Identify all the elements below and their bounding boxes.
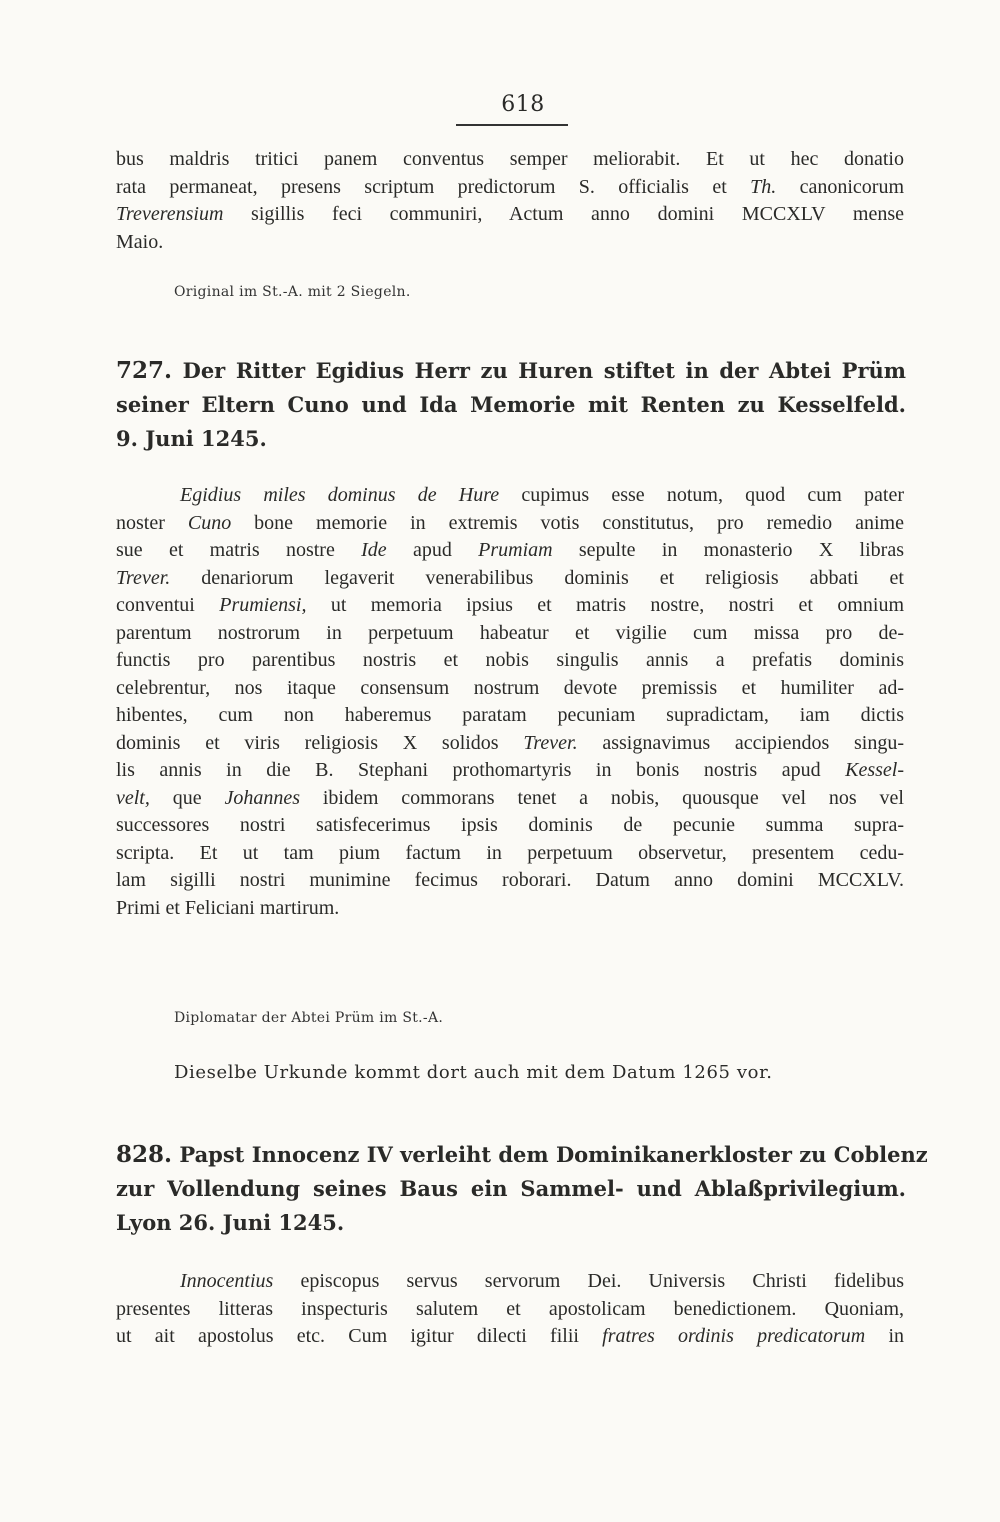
text-line: scripta. Et ut tam pium factum in perpetuum observetur, presentem cedu- xyxy=(116,841,904,864)
page-number-rule xyxy=(456,124,568,126)
text-line: velt, que Johannes ibidem commorans tenet a nobis, quousque vel nos vel xyxy=(116,786,904,809)
text-line: Egidius miles dominus de Hure cupimus esse notum, quod cum pater xyxy=(180,484,904,506)
document-date: 9. Juni 1245. xyxy=(116,426,267,451)
text-line: rata permaneat, presens scriptum predictorum S. officialis et Th. canonicorum xyxy=(116,175,904,198)
text-line: bus maldris tritici panem conventus semper meliorabit. Et ut hec donatio xyxy=(116,148,904,170)
text-line: celebrentur, nos itaque consensum nostrum devote premissis et humiliter ad- xyxy=(116,676,904,699)
source-note-diplomatar: Diplomatar der Abtei Prüm im St.-A. xyxy=(174,1010,444,1026)
text-line: successores nostri satisfecerimus ipsis dominis de pecunie summa supra- xyxy=(116,814,904,836)
heading-line: 727. Der Ritter Egidius Herr zu Huren stiftet in der Abtei Prüm xyxy=(116,357,906,384)
text-line: Maio. xyxy=(116,230,164,253)
text-line: ut ait apostolus etc. Cum igitur dilecti filii fratres ordinis predicatorum in xyxy=(116,1325,905,1347)
document-heading-727 xyxy=(116,354,906,456)
text-line: lam sigilli nostri munimine fecimus roborari. Datum anno domini MCCXLV. xyxy=(116,869,904,891)
text-line: Innocentius episcopus servus servorum Dei. Universis Christi fidelibus xyxy=(180,1270,904,1292)
heading-line: zur Vollendung seines Baus ein Sammel- und Ablaßprivilegium. xyxy=(116,1176,906,1201)
document-heading-828 xyxy=(116,1138,928,1240)
text-line: Trever. denariorum legaverit venerabilibus dominis et religiosis abbati et xyxy=(116,566,904,589)
document-body-727 xyxy=(116,482,904,922)
text-line: functis pro parentibus nostris et nobis singulis annis a prefatis dominis xyxy=(116,649,904,671)
heading-line: seiner Eltern Cuno und Ida Memorie mit Renten zu Kesselfeld. xyxy=(116,392,906,417)
text-line: conventui Prumiensi, ut memoria ipsius et matris nostre, nostri et omnium xyxy=(116,594,904,616)
text-line: lis annis in die B. Stephani prothomartyris in bonis nostris apud Kessel- xyxy=(116,759,904,781)
text-line: dominis et viris religiosis X solidos Trever. assignavimus accipiendos singu- xyxy=(116,731,904,754)
document-body-828 xyxy=(116,1268,904,1351)
document-date: Lyon 26. Juni 1245. xyxy=(116,1210,345,1235)
text-line: sue et matris nostre Ide apud Prumiam sepulte in monasterio X libras xyxy=(116,539,904,561)
continuation-paragraph xyxy=(116,146,904,256)
text-line: noster Cuno bone memorie in extremis votis constitutus, pro remedio anime xyxy=(116,511,904,534)
page-number: 618 xyxy=(501,92,545,117)
document-number: 727. xyxy=(116,357,173,384)
document-number: 828. xyxy=(116,1141,173,1168)
text-line: parentum nostrorum in perpetuum habeatur et vigilie cum missa pro de- xyxy=(116,621,904,644)
text-line: hibentes, cum non haberemus paratam pecuniam supradictam, iam dictis xyxy=(116,704,904,726)
heading-line: 828. Papst Innocenz IV verleiht dem Dominikanerkloster zu Coblenz xyxy=(116,1141,928,1168)
text-line: Treverensium sigillis feci communiri, Actum anno domini MCCXLV mense xyxy=(116,203,904,225)
text-line: Primi et Feliciani martirum. xyxy=(116,896,340,919)
editorial-note: Dieselbe Urkunde kommt dort auch mit dem Datum 1265 vor. xyxy=(174,1062,773,1083)
source-note-original: Original im St.-A. mit 2 Siegeln. xyxy=(174,284,411,300)
text-line: presentes litteras inspecturis salutem et apostolicam benedictionem. Quoniam, xyxy=(116,1297,904,1320)
